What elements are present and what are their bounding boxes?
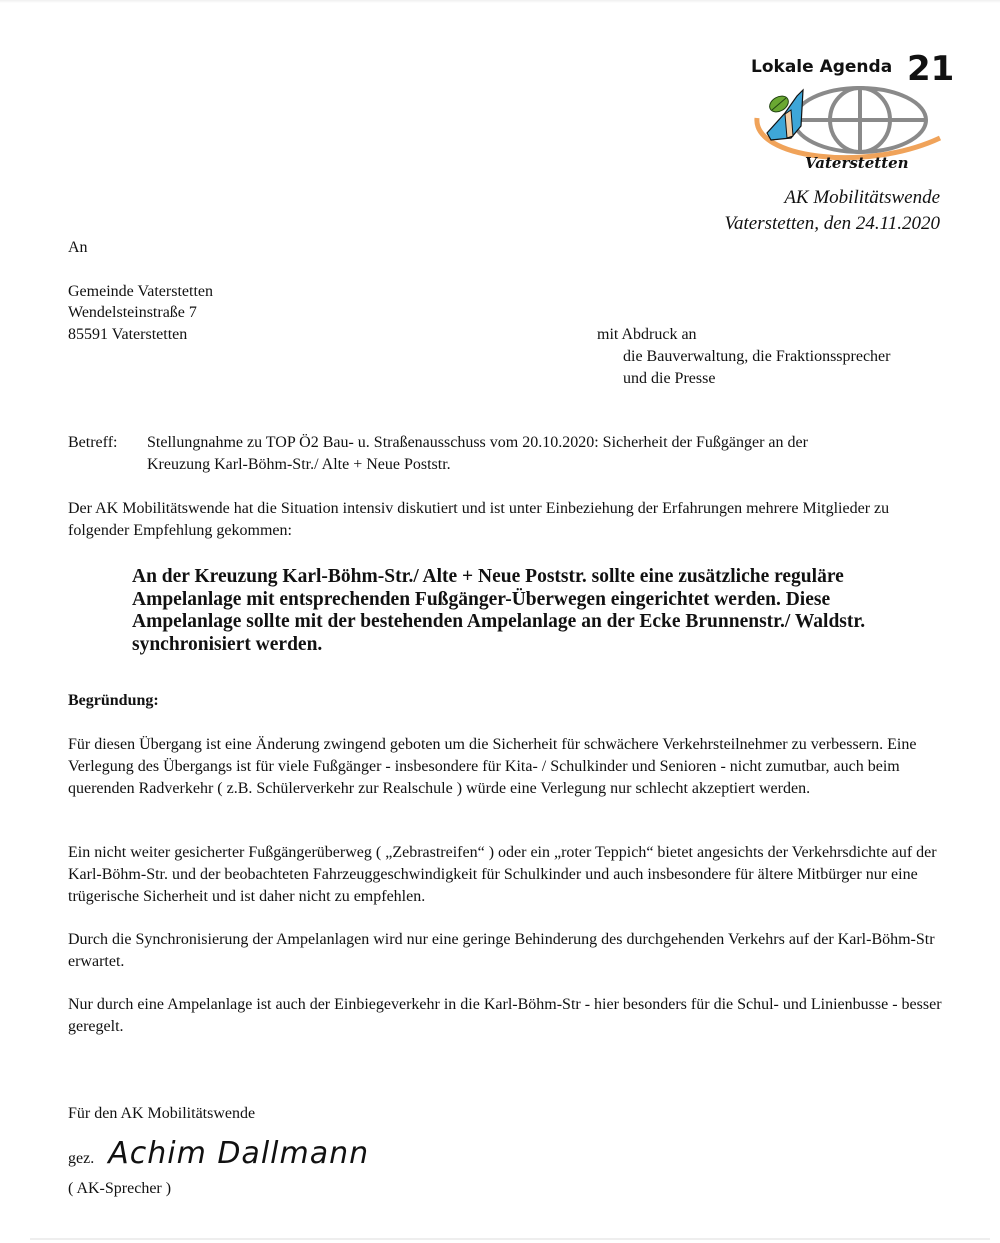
subject-line-2: Kreuzung Karl-Böhm-Str./ Alte + Neue Poststr. — [147, 456, 451, 473]
copy-to-line-1: die Bauverwaltung, die Fraktionssprecher — [623, 348, 891, 365]
closing-block — [68, 1103, 668, 1200]
logo-place: Vaterstetten — [805, 154, 909, 172]
copy-to-line-2: und die Presse — [623, 370, 716, 387]
page-bottom-edge — [30, 1238, 990, 1240]
globe-with-leaf-logo-icon — [745, 38, 955, 173]
recipient-city: 85591 Vaterstetten — [68, 326, 188, 343]
copy-to-label: mit Abdruck an — [597, 326, 697, 343]
sender-group: AK Mobilitätswende — [784, 187, 940, 208]
signature-row — [68, 1134, 668, 1178]
signer-role: ( AK-Sprecher ) — [68, 1180, 172, 1197]
closing-on-behalf: Für den AK Mobilitätswende — [68, 1105, 256, 1122]
recipient-salutation: An — [68, 239, 88, 256]
logo-number: 21 — [907, 49, 955, 89]
sender-place-date: Vaterstetten, den 24.11.2020 — [724, 213, 940, 234]
recipient-street: Wendelsteinstraße 7 — [68, 304, 197, 321]
reason-paragraph-2: Ein nicht weiter gesicherter Fußgängerüberweg ( „Zebrastreifen“ ) oder ein „roter Teppich“ bietet angesichts der Verkehrsdichte auf der Karl-Böhm-Str. und der beobachteten Fahrzeuggeschwindigkeit für Schulkinder und auch insbesondere für ältere Mitbürger nur eine trügerische Sicherheit und ist daher nicht zu empfehlen. — [68, 844, 937, 905]
signature: Achim Dallmann — [108, 1136, 370, 1171]
reason-paragraph-3: Durch die Synchronisierung der Ampelanlagen wird nur eine geringe Behinderung des durchgehenden Verkehrs auf der Karl-Böhm-Str erwartet. — [68, 931, 935, 970]
intro-paragraph: Der AK Mobilitätswende hat die Situation intensiv diskutiert und ist unter Einbeziehung der Erfahrungen mehrere Mitglieder zu folgender Empfehlung gekommen: — [68, 500, 890, 539]
logo-title: Lokale Agenda — [751, 57, 893, 77]
recipient-name: Gemeinde Vaterstetten — [68, 283, 213, 300]
subject-label: Betreff: — [68, 434, 118, 451]
page-top-edge — [0, 0, 1000, 3]
signed-prefix: gez. — [68, 1150, 95, 1167]
subject-line-1: Stellungnahme zu TOP Ö2 Bau- u. Straßenausschuss vom 20.10.2020: Sicherheit der Fußgänger an der — [147, 434, 808, 451]
recommendation: An der Kreuzung Karl-Böhm-Str./ Alte + Neue Poststr. sollte eine zusätzliche reguläre Ampelanlage mit entsprechenden Fußgänger-Überwegen eingerichtet werden. Diese Ampelanlage sollte mit der bestehenden Ampelanlage an der Ecke Brunnenstr./ Waldstr. synchronisiert werden. — [132, 566, 866, 655]
reason-heading: Begründung: — [68, 692, 159, 709]
reason-paragraph-4: Nur durch eine Ampelanlage ist auch der Einbiegeverkehr in die Karl-Böhm-Str - hier besonders für die Schul- und Linienbusse - besser geregelt. — [68, 996, 942, 1035]
globe-icon — [794, 88, 926, 152]
reason-paragraph-1: Für diesen Übergang ist eine Änderung zwingend geboten um die Sicherheit für schwächere Verkehrsteilnehmer zu verbessern. Eine Verlegung des Übergangs ist für viele Fußgänger - insbesondere für Kita- / Schulkinder und Senioren - nicht zumutbar, auch beim querenden Radverkehr ( z.B. Schülerverkehr zur Realschule ) würde eine Verlegung nur schlecht akzeptiert werden. — [68, 736, 917, 797]
lokale-agenda-21-logo — [745, 38, 955, 173]
